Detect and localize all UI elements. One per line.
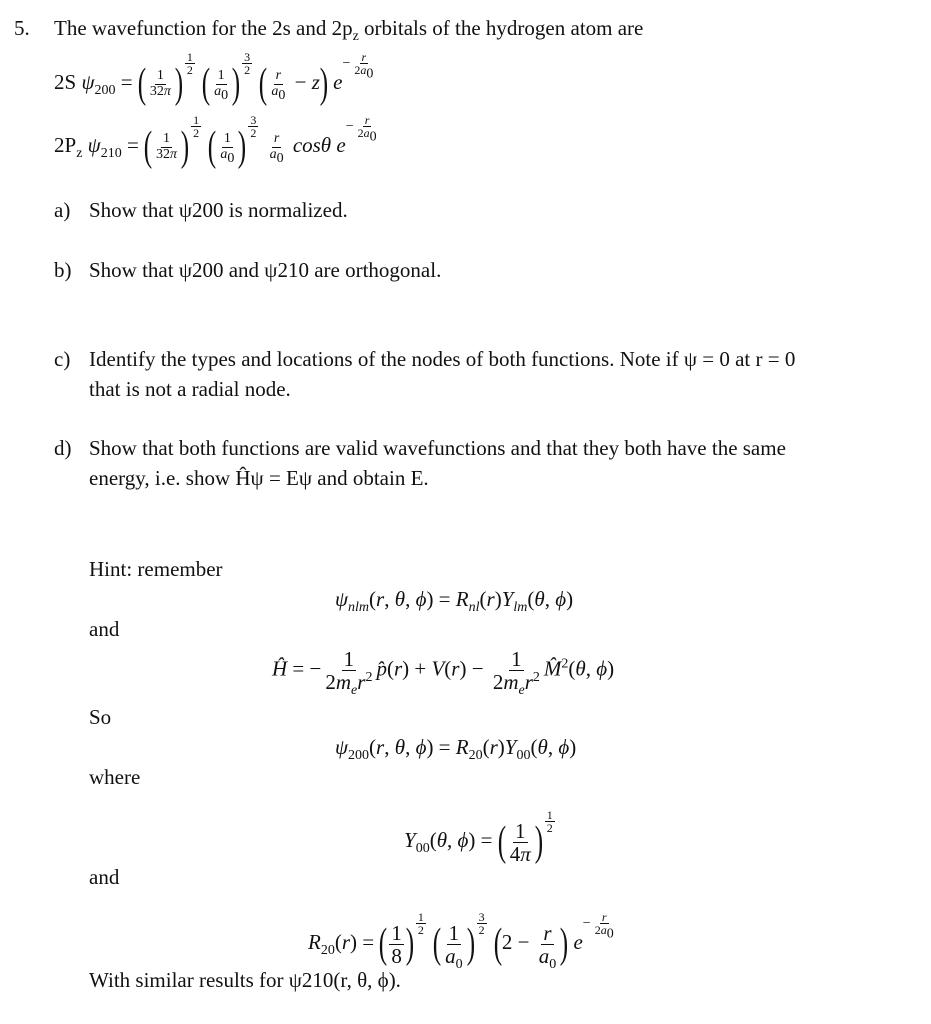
equation-hamiltonian: Ĥ = − $\frac{1}{2m_er^2}$ p̂(r) + V(r) − $\frac{1}{2m_er^2}$ M̂$^2$(θ, ϕ) [272,647,615,699]
problem-intro: The wavefunction for the 2s and $2p_z$ orbitals of the hydrogen atom are [54,16,644,45]
hint-and-1: and [89,617,120,641]
part-d-text-line1: Show that both functions are valid wavefunctions and that they both have the same [89,436,786,460]
part-c-label: c) [54,347,71,371]
part-d-text-line2: energy, i.e. show Ĥψ = Eψ and obtain E. [89,466,429,490]
part-c-text-line2: that is not a radial node. [89,377,291,401]
equation-r20: $R_{20}(r)$ = ( $\frac{1}{8}$ ) $\frac{1}{2}$ ( $\frac{1}{a_0}$ ) $\frac{3}{2}$ (2 − $\frac{r}{a_0}$ ) e− $\frac{r}{2a_0}$ [308,909,614,972]
part-b-label: b) [54,258,72,282]
part-c-text-line1: Identify the types and locations of the nodes of both functions. Note if ψ = 0 at r = 0 [89,347,796,371]
part-b-text: Show that ψ200 and ψ210 are orthogonal. [89,258,442,282]
equation-psi200-separation: $\psi_{200}(r$, θ, $\phi) = R_{20}(r)Y_{00}(\theta$, ϕ) [335,735,577,764]
part-d-label: d) [54,436,72,460]
hint-closing: With similar results for ψ210(r, θ, ϕ). [89,968,401,992]
equation-2pz: $2P_z$ $\psi_{210}$ = ( $\frac{1}{32\pi}$ ) $\frac{1}{2}$ ( $\frac{1}{a_0}$ ) $\frac{3}{2}$ $\frac{r}{a_0}$ cosθ e− $\frac{r}{2a_0}$ [54,112,377,171]
hint-intro: Hint: remember [89,557,223,581]
hint-so: So [89,705,112,729]
part-a-label: a) [54,198,71,222]
hint-and-2: and [89,865,120,889]
equation-2s: 2S $\psi_{200}$ = ( $\frac{1}{32\pi}$ ) $\frac{1}{2}$ ( $\frac{1}{a_0}$ ) $\frac{3}{2}$ ( $\frac{r}{a_0}$ − z) e− $\frac{r}{2a_0}$ [54,49,374,108]
equation-separation: $\psi_{nlm}(r$, θ, $\phi) = R_{nl}(r)Y_{lm}(\theta$, ϕ) [335,587,574,616]
problem-number: 5. [14,16,30,40]
part-a-text: Show that ψ200 is normalized. [89,198,348,222]
equation-y00: $Y_{00}(\theta$, ϕ) = ( $\frac{1}{4\pi}$ ) $\frac{1}{2}$ [404,807,553,866]
hint-where: where [89,765,141,789]
